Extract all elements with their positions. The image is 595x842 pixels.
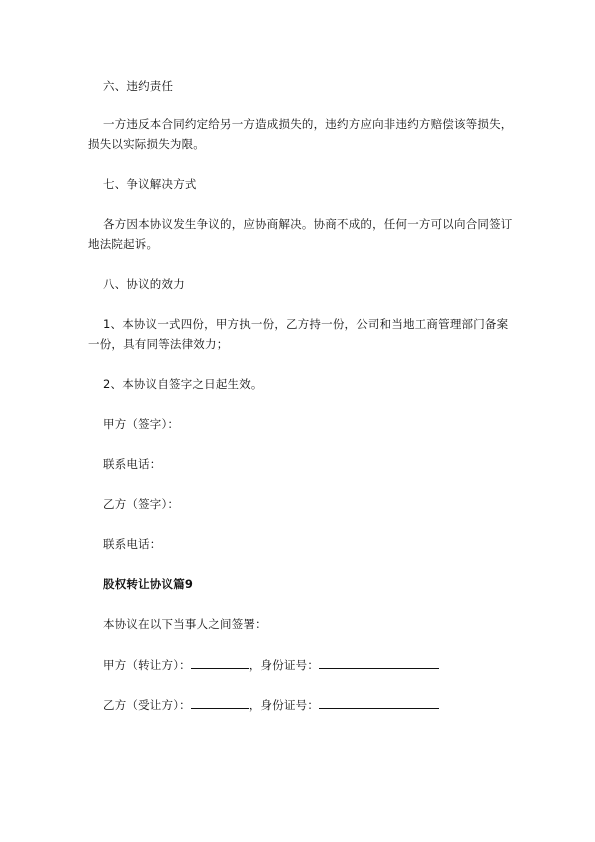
transferor-name-blank — [191, 656, 249, 669]
party-a-phone-label: 联系电话： — [103, 457, 162, 471]
paragraph-breach-line-2: 损失以实际损失为限。 — [88, 137, 205, 151]
party-b-phone-label: 联系电话： — [103, 537, 162, 551]
paragraph-breach-line-1: 一方违反本合同约定给另一方造成损失的，违约方应向非违约方赔偿该等损失， — [103, 117, 513, 131]
paragraph-dispute-line-1: 各方因本协议发生争议的，应协商解决。协商不成的，任何一方可以向合同签订 — [103, 217, 513, 231]
transferee-row — [103, 696, 439, 713]
section-heading-effect: 八、协议的效力 — [103, 277, 185, 291]
transferee-label: 乙方（受让方）： — [103, 698, 191, 712]
agreement-intro: 本协议在以下当事人之间签署： — [103, 617, 267, 631]
agreement-title: 股权转让协议篇9 — [103, 577, 194, 591]
party-a-signature-label: 甲方（签字）： — [103, 417, 180, 431]
transferor-id-blank — [319, 656, 439, 669]
party-b-signature-label: 乙方（签字）： — [103, 497, 180, 511]
transferee-id-blank — [319, 696, 439, 709]
section-heading-dispute: 七、争议解决方式 — [103, 177, 197, 191]
transferor-id-label: ，身份证号： — [248, 658, 320, 672]
paragraph-effect-item1-line-2: 一份，具有同等法律效力； — [88, 337, 229, 351]
section-heading-breach: 六、违约责任 — [103, 79, 174, 93]
transferor-label: 甲方（转让方）： — [103, 658, 191, 672]
transferee-name-blank — [191, 696, 249, 709]
transferor-row — [103, 656, 439, 673]
paragraph-effect-item2: 2、本协议自签字之日起生效。 — [103, 377, 263, 391]
paragraph-dispute-line-2: 地法院起诉。 — [88, 237, 159, 251]
transferee-id-label: ，身份证号： — [248, 698, 320, 712]
paragraph-effect-item1-line-1: 1、本协议一式四份，甲方执一份，乙方持一份，公司和当地工商管理部门备案 — [103, 317, 509, 331]
